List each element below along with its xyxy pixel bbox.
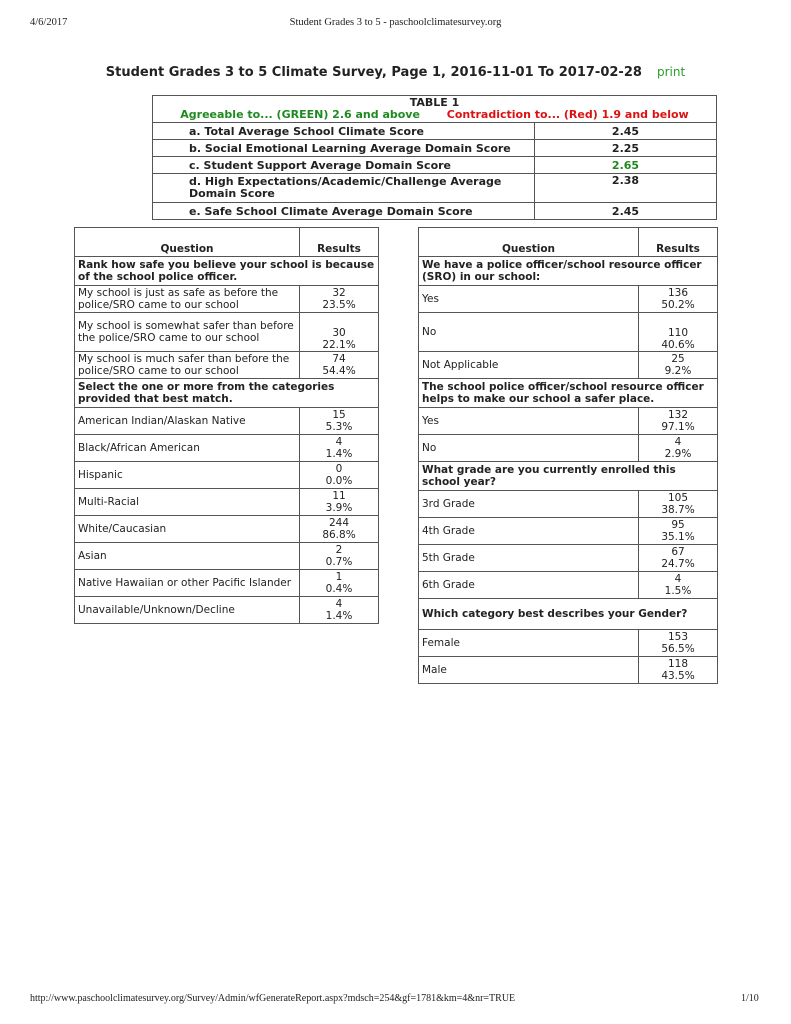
answer-result	[300, 516, 379, 543]
answer-percent: 50.2%	[661, 299, 695, 311]
print-header-title: Student Grades 3 to 5 - paschoolclimatesurvey.org	[289, 17, 502, 28]
legend-red: Contradiction to... (Red) 1.9 and below	[446, 108, 689, 121]
summary-row	[153, 203, 717, 220]
answer-count: 11	[332, 490, 346, 502]
summary-table-title: TABLE 1	[409, 96, 460, 109]
answer-count: 136	[667, 287, 689, 299]
answer-count: 110	[667, 327, 689, 339]
answer-result	[300, 352, 379, 379]
summary-row	[153, 157, 717, 174]
question-heading: Select the one or more from the categories provided that best match.	[75, 379, 379, 408]
summary-row-label: d. High Expectations/Academic/Challenge Average Domain Score	[153, 174, 535, 203]
answer-count: 4	[674, 436, 682, 448]
answer-result	[639, 352, 718, 379]
page-title: Student Grades 3 to 5 Climate Survey, Page 1, 2016-11-01 To 2017-02-28	[105, 65, 642, 80]
summary-table	[152, 95, 717, 220]
answer-count: 2	[335, 544, 343, 556]
summary-row	[153, 174, 717, 203]
summary-row	[153, 140, 717, 157]
answer-label: White/Caucasian	[75, 516, 300, 543]
answer-count: 244	[328, 517, 350, 529]
answer-label: Yes	[419, 408, 639, 435]
table-row	[419, 313, 718, 352]
answer-result	[639, 286, 718, 313]
answer-label: Multi-Racial	[75, 489, 300, 516]
table-row	[75, 435, 379, 462]
answer-result	[300, 570, 379, 597]
answer-result	[300, 489, 379, 516]
answer-percent: 43.5%	[661, 670, 695, 682]
answer-percent: 86.8%	[322, 529, 356, 541]
answer-count: 4	[335, 598, 343, 610]
answer-label: Not Applicable	[419, 352, 639, 379]
answer-result	[300, 286, 379, 313]
answer-percent: 3.9%	[325, 502, 353, 514]
table-row	[419, 352, 718, 379]
answer-percent: 56.5%	[661, 643, 695, 655]
column-header-results: Results	[300, 228, 379, 257]
answer-label: No	[419, 313, 639, 352]
summary-row-label: b. Social Emotional Learning Average Domain Score	[153, 140, 535, 157]
right-question-table	[418, 227, 718, 684]
answer-count: 67	[671, 546, 685, 558]
answer-result	[639, 518, 718, 545]
answer-result	[300, 597, 379, 624]
answer-percent: 9.2%	[664, 365, 692, 377]
answer-percent: 40.6%	[661, 339, 695, 351]
answer-label: My school is somewhat safer than before the police/SRO came to our school	[75, 313, 300, 352]
answer-label: Female	[419, 630, 639, 657]
legend-green: Agreeable to... (GREEN) 2.6 and above	[180, 108, 420, 121]
answer-count: 0	[335, 463, 343, 475]
summary-row-label: e. Safe School Climate Average Domain Score	[153, 203, 535, 220]
summary-row-label: c. Student Support Average Domain Score	[153, 157, 535, 174]
answer-label: 4th Grade	[419, 518, 639, 545]
table-row	[419, 518, 718, 545]
answer-count: 4	[335, 436, 343, 448]
table-row	[75, 516, 379, 543]
answer-label: Male	[419, 657, 639, 684]
answer-count: 132	[667, 409, 689, 421]
answer-percent: 35.1%	[661, 531, 695, 543]
table-row	[75, 570, 379, 597]
print-date: 4/6/2017	[30, 17, 68, 28]
answer-percent: 0.0%	[325, 475, 353, 487]
answer-percent: 1.5%	[664, 585, 692, 597]
answer-result	[639, 657, 718, 684]
answer-result	[639, 408, 718, 435]
table-row	[419, 435, 718, 462]
question-heading: Rank how safe you believe your school is because of the school police officer.	[75, 257, 379, 286]
answer-percent: 0.4%	[325, 583, 353, 595]
table-row	[75, 286, 379, 313]
answer-count: 32	[332, 287, 346, 299]
column-header-question: Question	[419, 228, 639, 257]
answer-label: Black/African American	[75, 435, 300, 462]
answer-percent: 5.3%	[325, 421, 353, 433]
answer-result	[639, 313, 718, 352]
answer-percent: 22.1%	[322, 339, 356, 351]
print-link[interactable]: print	[657, 65, 686, 79]
summary-table-header	[153, 96, 717, 123]
answer-result	[639, 435, 718, 462]
table-row	[75, 313, 379, 352]
table-row	[419, 408, 718, 435]
answer-count: 153	[667, 631, 689, 643]
print-footer-url: http://www.paschoolclimatesurvey.org/Survey/Admin/wfGenerateReport.aspx?mdsch=254&gf=1781&km=4&nr=TRUE	[30, 993, 516, 1004]
answer-result	[639, 491, 718, 518]
summary-row-value: 2.65	[535, 157, 717, 174]
summary-row-label: a. Total Average School Climate Score	[153, 123, 535, 140]
answer-label: Asian	[75, 543, 300, 570]
answer-percent: 23.5%	[322, 299, 356, 311]
table-row	[75, 462, 379, 489]
summary-row-value: 2.45	[535, 123, 717, 140]
question-heading: We have a police officer/school resource officer (SRO) in our school:	[419, 257, 718, 286]
answer-label: Native Hawaiian or other Pacific Islander	[75, 570, 300, 597]
answer-count: 95	[671, 519, 685, 531]
answer-label: My school is much safer than before the police/SRO came to our school	[75, 352, 300, 379]
summary-row-value: 2.38	[535, 174, 717, 203]
summary-row-value: 2.25	[535, 140, 717, 157]
table-row	[419, 657, 718, 684]
answer-percent: 24.7%	[661, 558, 695, 570]
answer-label: No	[419, 435, 639, 462]
table-row	[419, 491, 718, 518]
table-row	[419, 286, 718, 313]
answer-label: 6th Grade	[419, 572, 639, 599]
table-row	[419, 630, 718, 657]
answer-label: 3rd Grade	[419, 491, 639, 518]
table-row	[75, 597, 379, 624]
question-heading: Which category best describes your Gender?	[419, 599, 718, 630]
answer-percent: 38.7%	[661, 504, 695, 516]
answer-percent: 97.1%	[661, 421, 695, 433]
answer-count: 25	[671, 353, 685, 365]
answer-count: 15	[332, 409, 346, 421]
answer-count: 118	[667, 658, 689, 670]
answer-result	[639, 545, 718, 572]
summary-row	[153, 123, 717, 140]
table-row	[419, 572, 718, 599]
table-row	[419, 545, 718, 572]
print-footer-page: 1/10	[741, 993, 759, 1004]
answer-label: 5th Grade	[419, 545, 639, 572]
answer-result	[639, 630, 718, 657]
answer-label: Hispanic	[75, 462, 300, 489]
answer-result	[300, 435, 379, 462]
question-heading: What grade are you currently enrolled this school year?	[419, 462, 718, 491]
summary-row-value: 2.45	[535, 203, 717, 220]
answer-percent: 2.9%	[664, 448, 692, 460]
answer-result	[639, 572, 718, 599]
answer-result	[300, 462, 379, 489]
answer-label: Yes	[419, 286, 639, 313]
answer-label: Unavailable/Unknown/Decline	[75, 597, 300, 624]
table-row	[75, 489, 379, 516]
column-header-question: Question	[75, 228, 300, 257]
answer-percent: 0.7%	[325, 556, 353, 568]
answer-count: 30	[332, 327, 346, 339]
answer-count: 4	[674, 573, 682, 585]
answer-count: 1	[335, 571, 343, 583]
answer-percent: 1.4%	[325, 610, 353, 622]
page-heading	[0, 61, 791, 80]
answer-percent: 1.4%	[325, 448, 353, 460]
column-header-results: Results	[639, 228, 718, 257]
question-heading: The school police officer/school resource officer helps to make our school a safer place.	[419, 379, 718, 408]
answer-count: 74	[332, 353, 346, 365]
table-row	[75, 352, 379, 379]
table-row	[75, 543, 379, 570]
answer-percent: 54.4%	[322, 365, 356, 377]
left-question-table	[74, 227, 379, 624]
answer-count: 105	[667, 492, 689, 504]
answer-label: American Indian/Alaskan Native	[75, 408, 300, 435]
answer-result	[300, 543, 379, 570]
answer-result	[300, 408, 379, 435]
answer-result	[300, 313, 379, 352]
answer-label: My school is just as safe as before the police/SRO came to our school	[75, 286, 300, 313]
table-row	[75, 408, 379, 435]
